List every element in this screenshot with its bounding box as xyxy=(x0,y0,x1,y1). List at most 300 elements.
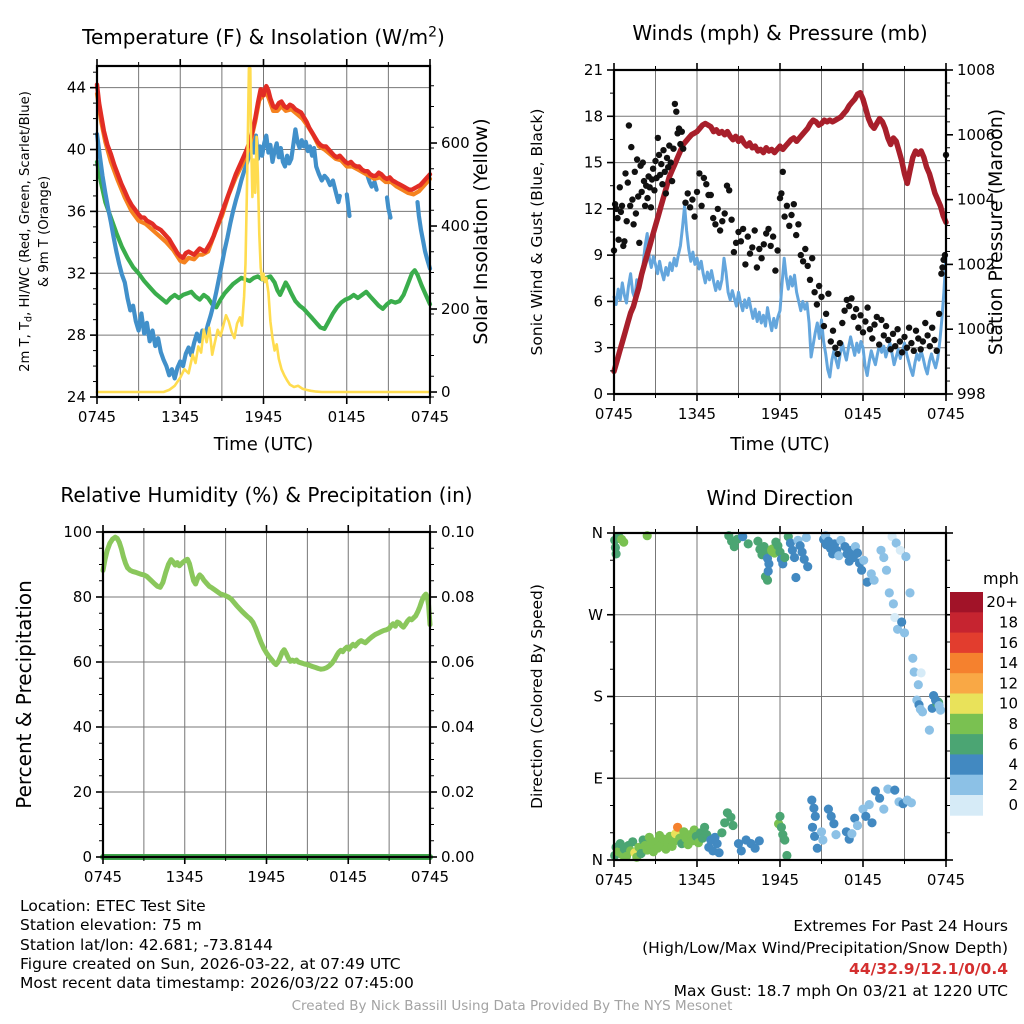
scatter-point xyxy=(758,255,764,261)
colorbar-tick-label: 14 xyxy=(998,654,1018,673)
y2-tick-label: 0 xyxy=(441,383,451,402)
scatter-point xyxy=(885,337,891,343)
scatter-point xyxy=(871,321,877,327)
colorbar-cell xyxy=(950,714,983,735)
y2-tick-label: 0.10 xyxy=(441,523,475,541)
scatter-point xyxy=(617,184,623,190)
panel-winds-pressure xyxy=(512,0,1024,465)
chart-title xyxy=(60,483,472,507)
colorbar-tick-label: 8 xyxy=(1008,714,1018,733)
temperature-insolation-chart xyxy=(0,0,512,465)
scatter-point xyxy=(832,345,838,351)
scatter-point xyxy=(809,804,818,813)
scatter-point xyxy=(763,576,772,585)
scatter-point xyxy=(615,237,621,243)
x-tick-label: 1345 xyxy=(161,408,200,426)
chart-title xyxy=(707,486,854,510)
y2-tick-label: 1006 xyxy=(957,125,996,144)
y2-tick-label: 600 xyxy=(441,134,470,153)
scatter-point xyxy=(687,204,693,210)
scatter-point xyxy=(889,599,898,608)
scatter-point xyxy=(731,249,737,255)
scatter-point xyxy=(904,345,910,351)
max-gust: Max Gust: 18.7 mph On 03/21 at 1220 UTC xyxy=(673,981,1008,1000)
scatter-point xyxy=(786,223,792,229)
scatter-point xyxy=(901,334,907,340)
scatter-point xyxy=(918,707,927,716)
scatter-point xyxy=(715,206,721,212)
x-axis-label: Time (UTC) xyxy=(730,434,830,455)
scatter-point xyxy=(784,203,790,209)
extremes-title: Extremes For Past 24 Hours xyxy=(793,917,1008,935)
scatter-point xyxy=(882,566,891,575)
x-tick-label: 0745 xyxy=(594,405,634,423)
scatter-point xyxy=(698,203,704,209)
y-tick-label: 15 xyxy=(583,153,603,172)
scatter-point xyxy=(876,341,882,347)
y-tick-label: 18 xyxy=(583,107,603,126)
y2-tick-label: 400 xyxy=(441,217,470,236)
text-run: 2 xyxy=(428,24,438,41)
scatter-point xyxy=(756,246,762,252)
scatter-point xyxy=(717,227,723,233)
panel-temperature-insolation xyxy=(0,0,512,465)
scatter-point xyxy=(803,562,812,571)
scatter-point xyxy=(726,187,732,193)
scatter-point xyxy=(808,823,817,832)
scatter-point xyxy=(834,551,843,560)
gridlines xyxy=(614,533,946,860)
y-axis-label xyxy=(12,580,36,809)
colorbar-cell xyxy=(950,592,983,613)
y2-tick-label: 0.06 xyxy=(441,653,475,671)
scatter-point xyxy=(668,159,674,165)
colorbar-tick-label: 20+ xyxy=(986,593,1018,612)
y-tick-label: 44 xyxy=(66,78,86,97)
scatter-point xyxy=(798,252,804,258)
scatter-point xyxy=(625,179,631,185)
y-tick-label: 40 xyxy=(66,140,86,159)
scatter-point xyxy=(900,628,909,637)
x-tick-label: 0145 xyxy=(843,871,883,889)
text-run: Relative Humidity (%) & Precipitation (in) xyxy=(60,483,473,507)
scatter-point xyxy=(636,240,642,246)
y-tick-label: 24 xyxy=(66,388,86,406)
credit-line: Created By Nick Bassill Using Data Provided By The NYS Mesonet xyxy=(291,998,733,1014)
scatter-point xyxy=(881,332,887,338)
scatter-point xyxy=(851,314,857,320)
scatter-point xyxy=(782,851,791,860)
scatter-point xyxy=(809,255,815,261)
scatter-point xyxy=(634,156,640,162)
scatter-point xyxy=(644,195,650,201)
scatter-point xyxy=(633,210,639,216)
scatter-point xyxy=(749,244,755,250)
scatter-point xyxy=(857,312,863,318)
text-run: Direction (Colored By Speed) xyxy=(528,584,546,809)
text-run: Percent & Precipitation xyxy=(12,580,36,809)
scatter-point xyxy=(839,320,845,326)
scatter-point xyxy=(793,232,799,238)
y-tick-label: 28 xyxy=(66,326,86,345)
scatter-point xyxy=(619,203,625,209)
x-tick-label: 1345 xyxy=(165,868,204,886)
colorbar-tick-label: 16 xyxy=(998,633,1018,652)
scatter-point xyxy=(745,233,751,239)
scatter-point xyxy=(811,289,817,295)
scatter-point xyxy=(911,348,917,354)
scatter-point xyxy=(626,122,632,128)
scatter-point xyxy=(870,576,879,585)
scatter-point xyxy=(703,181,709,187)
y-tick-label: 100 xyxy=(63,523,92,541)
scatter-point xyxy=(901,552,910,561)
scatter-point xyxy=(905,588,914,597)
scatter-point xyxy=(717,828,726,837)
scatter-point xyxy=(755,836,764,845)
scatter-point xyxy=(865,800,874,809)
station-elevation: Station elevation: 75 m xyxy=(20,916,202,935)
x-tick-label: 0145 xyxy=(327,408,366,426)
scatter-point xyxy=(715,848,724,857)
scatter-point xyxy=(685,190,691,196)
text-run: , HI/WC (Red, Green, Scarlet/Blue) xyxy=(18,91,33,316)
text-run: Winds (mph) & Pressure (mb) xyxy=(632,21,928,45)
scatter-point xyxy=(795,221,801,227)
x-axis-label: Time (UTC) xyxy=(213,434,314,455)
scatter-point xyxy=(726,813,735,822)
colorbar-cell xyxy=(950,673,983,694)
scatter-point xyxy=(652,158,658,164)
scatter-point xyxy=(857,566,866,575)
colorbar-tick-label: 4 xyxy=(1008,755,1018,774)
scatter-point xyxy=(802,246,808,252)
scatter-point xyxy=(761,241,767,247)
scatter-point xyxy=(622,170,628,176)
colorbar-tick-label: 12 xyxy=(998,674,1018,693)
scatter-point xyxy=(781,213,787,219)
scatter-point xyxy=(846,303,852,309)
y2-tick-label: 0.04 xyxy=(441,718,475,736)
scatter-point xyxy=(807,796,816,805)
scatter-point xyxy=(816,283,822,289)
data-timestamp: Most recent data timestamp: 2026/03/22 07:45:00 xyxy=(20,974,414,993)
scatter-point xyxy=(768,243,774,249)
colorbar-title: mph xyxy=(983,569,1019,588)
y-tick-label: 20 xyxy=(72,783,92,801)
scatter-point xyxy=(639,189,645,195)
scatter-point xyxy=(629,196,635,202)
scatter-point xyxy=(913,328,919,334)
text-run: & 9m T (Orange) xyxy=(37,175,52,288)
scatter-point xyxy=(825,291,831,297)
extremes-values: 44/32.9/12.1/0/0.4 xyxy=(849,960,1008,978)
scatter-point xyxy=(618,209,624,215)
scatter-point xyxy=(672,101,678,107)
scatter-point xyxy=(621,238,627,244)
x-tick-label: 0745 xyxy=(83,868,123,886)
scatter-point xyxy=(659,181,665,187)
x-tick-label: 0745 xyxy=(926,405,966,423)
y-tick-label: 21 xyxy=(583,61,603,79)
scatter-point xyxy=(914,680,923,689)
scatter-point xyxy=(862,318,868,324)
scatter-point xyxy=(917,668,926,677)
x-tick-label: 0145 xyxy=(843,405,883,423)
scatter-point xyxy=(670,146,676,152)
scatter-point xyxy=(663,190,669,196)
text-run: d xyxy=(23,315,35,322)
scatter-point xyxy=(747,250,753,256)
scatter-point xyxy=(823,311,829,317)
scatter-point xyxy=(689,196,695,202)
x-tick-label: 1945 xyxy=(247,868,286,886)
scatter-point xyxy=(648,204,654,210)
chart-title xyxy=(81,24,445,49)
x-tick-label: 1945 xyxy=(760,405,800,423)
scatter-point xyxy=(701,175,707,181)
text-run: Solar Insolation (Yellow) xyxy=(470,118,492,345)
scatter-point xyxy=(897,617,906,626)
scatter-point xyxy=(682,200,688,206)
scatter-point xyxy=(627,203,633,209)
scatter-point xyxy=(936,311,942,317)
y2-tick-label: 1002 xyxy=(957,255,996,274)
scatter-point xyxy=(765,226,771,232)
scatter-point xyxy=(939,264,945,270)
gridlines xyxy=(97,66,430,397)
x-tick-label: 1345 xyxy=(677,405,717,423)
scatter-point xyxy=(875,794,884,803)
text-run: 2m T, T xyxy=(18,321,33,372)
y2-tick-label: 1004 xyxy=(957,190,996,209)
scatter-point xyxy=(908,654,917,663)
y-tick-label: S xyxy=(593,687,603,706)
scatter-point xyxy=(805,263,811,269)
scatter-point xyxy=(628,144,634,150)
scatter-point xyxy=(908,340,914,346)
scatter-point xyxy=(710,215,716,221)
scatter-point xyxy=(728,217,734,223)
y-tick-label: 6 xyxy=(593,292,603,311)
scatter-point xyxy=(847,829,856,838)
y2-tick-label: 1000 xyxy=(957,320,996,339)
scatter-point xyxy=(899,349,905,355)
colorbar-tick-label: 6 xyxy=(1008,735,1018,754)
scatter-point xyxy=(694,189,700,195)
scatter-point xyxy=(929,325,935,331)
scatter-point xyxy=(651,187,657,193)
scatter-point xyxy=(744,539,753,548)
scatter-point xyxy=(640,159,646,165)
scatter-point xyxy=(885,588,894,597)
speed-colorbar xyxy=(950,569,1019,816)
x-tick-label: 0745 xyxy=(594,871,634,889)
colorbar-tick-label: 18 xyxy=(998,613,1018,632)
scatter-point xyxy=(802,533,811,542)
y2-axis-label xyxy=(985,109,1007,355)
scatter-point xyxy=(738,238,744,244)
scatter-point xyxy=(791,201,797,207)
text-run: Temperature (F) & Insolation (W/m xyxy=(82,25,429,49)
scatter-point xyxy=(829,819,838,828)
text-run: Sonic Wind & Gust (Blue, Black) xyxy=(528,108,546,356)
y2-tick-label: 0.08 xyxy=(441,588,475,606)
y-axis-label xyxy=(528,584,546,809)
scatter-point xyxy=(764,567,773,576)
x-tick-label: 1945 xyxy=(244,408,283,426)
scatter-point xyxy=(691,213,697,219)
x-tick-label: 0745 xyxy=(926,871,966,889)
scatter-point xyxy=(837,340,843,346)
scatter-point xyxy=(708,192,714,198)
scatter-point xyxy=(934,348,940,354)
x-tick-label: 0745 xyxy=(77,408,117,426)
colorbar-tick-label: 10 xyxy=(998,694,1018,713)
scatter-point xyxy=(658,161,664,167)
scatter-point xyxy=(883,323,889,329)
y-axis-label xyxy=(528,109,546,356)
text-run: ) xyxy=(437,25,445,49)
scatter-point xyxy=(624,218,630,224)
y2-tick-label: 200 xyxy=(441,300,470,319)
scatter-point xyxy=(864,304,870,310)
y-tick-label: 32 xyxy=(66,264,86,283)
scatter-point xyxy=(632,169,638,175)
scatter-point xyxy=(619,538,628,547)
scatter-point xyxy=(630,221,636,227)
colorbar-cell xyxy=(950,754,983,775)
y-tick-label: 3 xyxy=(593,338,603,357)
colorbar-cell xyxy=(950,612,983,633)
scatter-point xyxy=(927,343,933,349)
scatter-point xyxy=(918,346,924,352)
text-run: Station Pressure (Maroon) xyxy=(985,108,1007,356)
scatter-point xyxy=(772,267,778,273)
colorbar-cell xyxy=(950,795,983,816)
scatter-point xyxy=(867,818,876,827)
y-axis-label xyxy=(18,91,35,372)
scatter-point xyxy=(728,821,737,830)
extremes-subtitle: (High/Low/Max Wind/Precipitation/Snow Depth) xyxy=(642,938,1008,957)
scatter-point xyxy=(780,169,786,175)
scatter-point xyxy=(821,323,827,329)
y-tick-label: 36 xyxy=(66,202,86,221)
scatter-point xyxy=(807,277,813,283)
y-tick-label: N xyxy=(591,851,603,869)
y2-tick-label: 0.02 xyxy=(441,783,475,801)
colorbar-cell xyxy=(950,633,983,654)
scatter-point xyxy=(931,337,937,343)
y-tick-label: E xyxy=(593,769,603,788)
scatter-point xyxy=(696,170,702,176)
scatter-point xyxy=(780,835,789,844)
scatter-point xyxy=(922,320,928,326)
scatter-point xyxy=(818,294,824,300)
winds-pressure-chart xyxy=(512,0,1024,465)
y-tick-label: 40 xyxy=(72,718,92,736)
scatter-point xyxy=(719,218,725,224)
scatter-point xyxy=(907,798,916,807)
scatter-point xyxy=(890,786,899,795)
scatter-point xyxy=(878,317,884,323)
scatter-point xyxy=(669,178,675,184)
scatter-point xyxy=(612,549,621,558)
scatter-point xyxy=(813,844,822,853)
scatter-point xyxy=(818,835,827,844)
colorbar-tick-label: 0 xyxy=(1008,796,1018,815)
x-tick-label: 1345 xyxy=(677,871,717,889)
y-tick-label: 0 xyxy=(593,385,603,403)
scatter-point xyxy=(770,233,776,239)
scatter-point xyxy=(656,152,662,158)
y-tick-label: 0 xyxy=(82,848,92,866)
x-tick-label: 0745 xyxy=(410,868,450,886)
x-tick-label: 1945 xyxy=(760,871,800,889)
scatter-point xyxy=(841,308,847,314)
scatter-point xyxy=(673,109,679,115)
scatter-point xyxy=(791,573,800,582)
colorbar-tick-label: 2 xyxy=(1008,775,1018,794)
scatter-point xyxy=(938,271,944,277)
scatter-point xyxy=(869,335,875,341)
scatter-point xyxy=(925,726,934,735)
y2-tick-label: 0.00 xyxy=(441,848,475,866)
scatter-point xyxy=(890,331,896,337)
scatter-point xyxy=(774,247,780,253)
scatter-point xyxy=(737,846,746,855)
scatter-point xyxy=(936,706,945,715)
scatter-point xyxy=(614,215,620,221)
colorbar-cell xyxy=(950,694,983,715)
scatter-point xyxy=(855,325,861,331)
panel-humidity-precipitation xyxy=(0,468,512,900)
station-info-block xyxy=(20,897,414,993)
scatter-point xyxy=(924,332,930,338)
chart-title xyxy=(632,21,927,45)
scatter-point xyxy=(650,166,656,172)
scatter-point xyxy=(828,338,834,344)
scatter-point xyxy=(817,827,826,836)
scatter-point xyxy=(754,264,760,270)
scatter-point xyxy=(814,301,820,307)
y-tick-label: 12 xyxy=(583,199,603,218)
scatter-point xyxy=(660,147,666,153)
y2-tick-label: 1008 xyxy=(957,61,996,79)
figure-created: Figure created on Sun, 2026-03-22, at 07:49 UTC xyxy=(20,954,401,973)
scatter-point xyxy=(853,548,862,557)
scatter-point xyxy=(830,328,836,334)
scatter-point xyxy=(655,135,661,141)
y-tick-label: N xyxy=(591,524,603,542)
scatter-point xyxy=(835,351,841,357)
scatter-point xyxy=(742,261,748,267)
scatter-point xyxy=(831,830,840,839)
scatter-point xyxy=(713,839,722,848)
scatter-point xyxy=(897,338,903,344)
x-tick-label: 0745 xyxy=(410,408,450,426)
station-location: Location: ETEC Test Site xyxy=(20,897,206,915)
text-run: Wind Direction xyxy=(706,486,854,510)
scatter-point xyxy=(712,221,718,227)
wind-direction-chart xyxy=(512,468,1024,900)
scatter-point xyxy=(752,227,758,233)
station-latlon: Station lat/lon: 42.681; -73.8144 xyxy=(20,935,273,954)
y-tick-label: 60 xyxy=(72,653,92,671)
scatter-point xyxy=(906,325,912,331)
scatter-point xyxy=(679,129,685,135)
scatter-point xyxy=(740,226,746,232)
